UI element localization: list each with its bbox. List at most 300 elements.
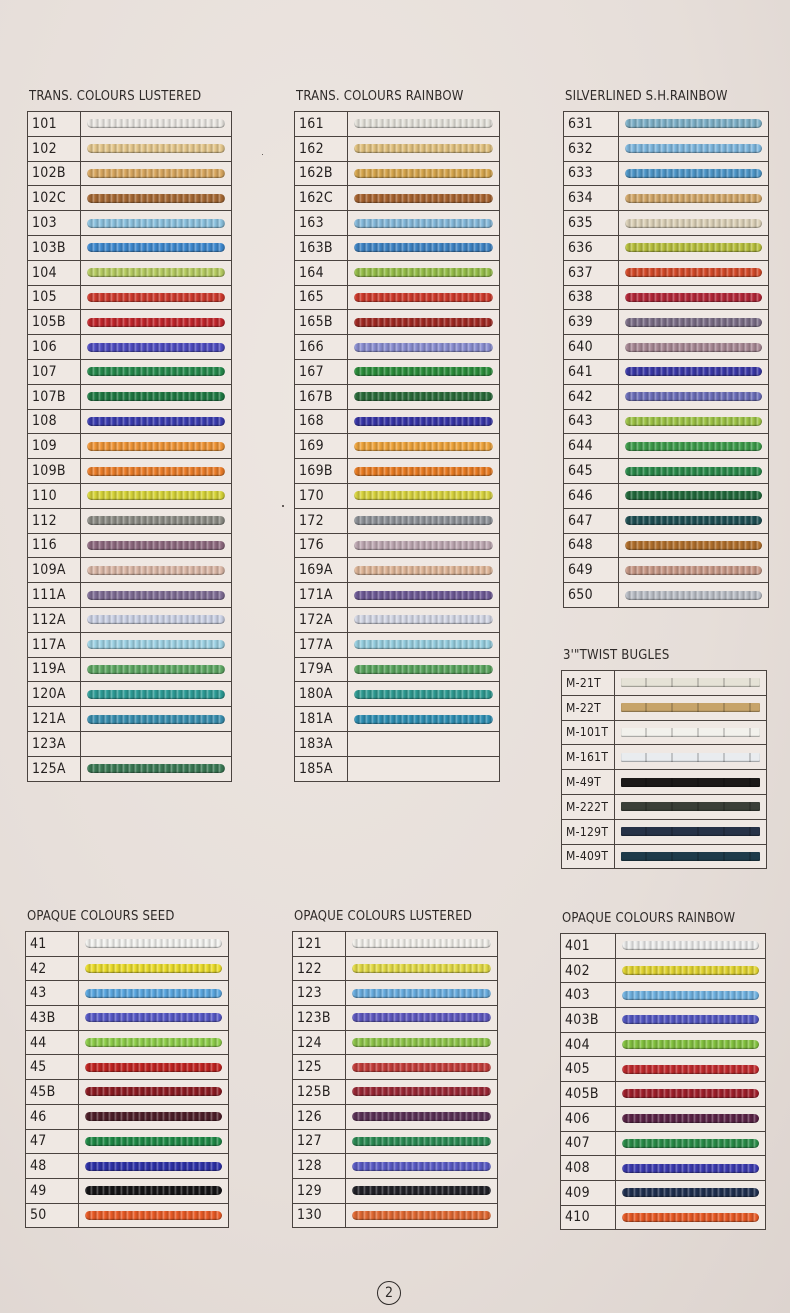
- color-code: 104: [28, 260, 81, 285]
- color-code: M-22T: [562, 695, 615, 720]
- color-code: 125B: [293, 1080, 346, 1105]
- bead-strand: [354, 715, 493, 724]
- color-row: [295, 136, 500, 161]
- color-code: 107: [28, 359, 81, 384]
- bead-swatch-cell: [81, 607, 232, 632]
- bead-strand: [352, 1162, 491, 1171]
- bead-swatch-cell: [348, 161, 500, 186]
- bead-swatch-cell: [81, 260, 232, 285]
- color-code: 165: [295, 285, 348, 310]
- bead-strand: [354, 541, 493, 550]
- color-row: [293, 1154, 498, 1179]
- bead-strand: [85, 1186, 222, 1195]
- bead-strand: [85, 1087, 222, 1096]
- color-code: 632: [564, 136, 619, 161]
- color-row: [295, 260, 500, 285]
- color-row: [28, 707, 232, 732]
- bead-swatch-cell: [348, 508, 500, 533]
- bead-strand: [625, 119, 762, 128]
- bead-strand: [354, 392, 493, 401]
- color-code: 42: [26, 956, 79, 981]
- color-row: [293, 1129, 498, 1154]
- color-row: [564, 409, 769, 434]
- bead-strand: [622, 1213, 759, 1222]
- color-row: [295, 211, 500, 236]
- color-row: [26, 1006, 229, 1031]
- bead-strand: [354, 367, 493, 376]
- bead-swatch-cell: [616, 1082, 766, 1107]
- color-code: 102: [28, 136, 81, 161]
- bead-swatch-cell: [348, 310, 500, 335]
- bead-strand: [87, 690, 225, 699]
- color-row: [564, 112, 769, 137]
- bead-swatch-cell: [79, 1030, 229, 1055]
- color-row: [295, 558, 500, 583]
- bead-swatch-cell: [346, 1080, 498, 1105]
- bead-swatch-cell: [619, 384, 769, 409]
- bead-swatch-cell: [619, 533, 769, 558]
- color-code: 41: [26, 932, 79, 957]
- bead-swatch-cell: [81, 632, 232, 657]
- color-row: [561, 1205, 766, 1230]
- bead-strand: [85, 1162, 222, 1171]
- bead-strand: [87, 516, 225, 525]
- color-code: 408: [561, 1156, 616, 1181]
- color-row: [564, 434, 769, 459]
- bugle-bead-strand: [621, 778, 760, 787]
- color-code: 177A: [295, 632, 348, 657]
- color-row: [561, 983, 766, 1008]
- bead-strand: [87, 417, 225, 426]
- color-row: [28, 335, 232, 360]
- bead-strand: [87, 566, 225, 575]
- bead-strand: [622, 1188, 759, 1197]
- color-row: [28, 508, 232, 533]
- section-title: OPAQUE COLOURS LUSTERED: [294, 909, 473, 924]
- color-code: 45: [26, 1055, 79, 1080]
- bead-swatch-cell: [81, 657, 232, 682]
- color-row: [28, 186, 232, 211]
- color-code: 162: [295, 136, 348, 161]
- bead-swatch-cell: [79, 932, 229, 957]
- color-code: 404: [561, 1032, 616, 1057]
- bead-swatch-cell: [346, 1154, 498, 1179]
- color-code: 639: [564, 310, 619, 335]
- bead-strand: [625, 243, 762, 252]
- bugle-bead-strand: [621, 852, 760, 861]
- bead-strand: [622, 1040, 759, 1049]
- color-code: 635: [564, 211, 619, 236]
- bead-swatch-cell: [79, 1080, 229, 1105]
- color-code: 406: [561, 1106, 616, 1131]
- color-row: [561, 958, 766, 983]
- bead-swatch-cell: [81, 434, 232, 459]
- speck: [282, 505, 284, 507]
- color-code: 409: [561, 1180, 616, 1205]
- bead-strand: [352, 1063, 491, 1072]
- color-code: 405B: [561, 1082, 616, 1107]
- color-row: [561, 1032, 766, 1057]
- color-row: [28, 235, 232, 260]
- bead-swatch-cell: [619, 235, 769, 260]
- color-card-table: [560, 933, 766, 1230]
- color-card-table: [25, 931, 229, 1228]
- color-code: 633: [564, 161, 619, 186]
- color-row: [295, 384, 500, 409]
- color-row: [562, 695, 767, 720]
- bead-swatch-cell: [79, 1055, 229, 1080]
- bead-strand: [625, 516, 762, 525]
- color-row: [28, 136, 232, 161]
- color-code: 124: [293, 1030, 346, 1055]
- bead-strand: [625, 367, 762, 376]
- bead-strand: [354, 318, 493, 327]
- color-code: 50: [26, 1203, 79, 1228]
- bead-swatch-cell: [81, 682, 232, 707]
- color-code: 105B: [28, 310, 81, 335]
- color-row: [295, 508, 500, 533]
- color-code: 164: [295, 260, 348, 285]
- color-code: 405: [561, 1057, 616, 1082]
- color-row: [28, 756, 232, 781]
- color-row: [561, 1057, 766, 1082]
- color-code: M-222T: [562, 794, 615, 819]
- color-code: 116: [28, 533, 81, 558]
- color-code: 645: [564, 459, 619, 484]
- bead-swatch-cell: [615, 720, 767, 745]
- color-code: 644: [564, 434, 619, 459]
- color-code: 47: [26, 1129, 79, 1154]
- color-code: 163: [295, 211, 348, 236]
- color-code: 649: [564, 558, 619, 583]
- bead-strand: [625, 194, 762, 203]
- color-row: [564, 285, 769, 310]
- color-row: [28, 161, 232, 186]
- bead-swatch-cell: [81, 558, 232, 583]
- bead-swatch-cell: [619, 459, 769, 484]
- color-row: [295, 632, 500, 657]
- bead-strand: [354, 293, 493, 302]
- color-row: [28, 533, 232, 558]
- bead-swatch-cell: [616, 983, 766, 1008]
- color-row: [295, 186, 500, 211]
- color-row: [562, 770, 767, 795]
- color-code: 101: [28, 112, 81, 137]
- bead-strand: [354, 491, 493, 500]
- color-code: 161: [295, 112, 348, 137]
- bead-swatch-cell: [346, 1203, 498, 1228]
- color-code: 110: [28, 483, 81, 508]
- bead-strand: [87, 615, 225, 624]
- bead-strand: [87, 715, 225, 724]
- bead-swatch-cell: [81, 235, 232, 260]
- color-code: 636: [564, 235, 619, 260]
- section-opaque-rainbow: [560, 911, 766, 1230]
- color-code: 103B: [28, 235, 81, 260]
- bead-strand: [85, 989, 222, 998]
- bead-strand: [87, 119, 225, 128]
- color-code: 106: [28, 335, 81, 360]
- color-row: [28, 483, 232, 508]
- color-row: [28, 260, 232, 285]
- color-row: [562, 671, 767, 696]
- color-code: 166: [295, 335, 348, 360]
- bead-strand: [87, 219, 225, 228]
- color-row: [295, 285, 500, 310]
- color-row: [564, 161, 769, 186]
- bead-swatch-cell: [346, 1030, 498, 1055]
- bead-swatch-cell: [619, 112, 769, 137]
- bead-strand: [87, 194, 225, 203]
- color-row: [561, 1008, 766, 1033]
- color-code: 111A: [28, 583, 81, 608]
- color-row: [562, 794, 767, 819]
- color-code: 122: [293, 956, 346, 981]
- bead-strand: [622, 1089, 759, 1098]
- color-code: 185A: [295, 756, 348, 781]
- section-trans-lustered: [27, 89, 232, 782]
- bead-strand: [625, 219, 762, 228]
- bead-strand: [85, 1211, 222, 1220]
- color-row: [26, 981, 229, 1006]
- bead-swatch-cell: [79, 1006, 229, 1031]
- section-title: TRANS. COLOURS RAINBOW: [296, 89, 464, 104]
- section-bugles: [561, 648, 767, 869]
- bead-strand: [622, 1114, 759, 1123]
- bead-strand: [354, 219, 493, 228]
- bead-strand: [354, 591, 493, 600]
- color-code: M-129T: [562, 819, 615, 844]
- color-code: 176: [295, 533, 348, 558]
- bead-swatch-cell: [81, 310, 232, 335]
- color-code: 403B: [561, 1008, 616, 1033]
- color-row: [293, 1178, 498, 1203]
- color-row: [28, 731, 232, 756]
- bead-strand: [352, 1038, 491, 1047]
- bead-swatch-cell: [346, 956, 498, 981]
- bead-swatch-cell: [348, 632, 500, 657]
- color-code: 123B: [293, 1006, 346, 1031]
- bead-strand: [87, 491, 225, 500]
- bead-strand: [87, 367, 225, 376]
- bead-strand: [354, 665, 493, 674]
- color-code: 109: [28, 434, 81, 459]
- bead-swatch-cell: [619, 260, 769, 285]
- bead-strand: [622, 1139, 759, 1148]
- color-code: 103: [28, 211, 81, 236]
- color-row: [564, 558, 769, 583]
- color-row: [293, 1055, 498, 1080]
- color-code: 127: [293, 1129, 346, 1154]
- color-code: 105: [28, 285, 81, 310]
- color-code: 401: [561, 934, 616, 959]
- color-row: [561, 934, 766, 959]
- color-row: [26, 1030, 229, 1055]
- bead-strand: [354, 144, 493, 153]
- color-row: [26, 1104, 229, 1129]
- bead-strand: [85, 1112, 222, 1121]
- color-row: [26, 1178, 229, 1203]
- color-row: [564, 260, 769, 285]
- bead-swatch-cell: [615, 745, 767, 770]
- bead-strand: [625, 293, 762, 302]
- bead-swatch-cell: [616, 1057, 766, 1082]
- bead-swatch-cell: [348, 359, 500, 384]
- bead-swatch-cell: [616, 1008, 766, 1033]
- color-row: [293, 932, 498, 957]
- bugle-bead-strand: [621, 802, 760, 811]
- bead-strand: [85, 964, 222, 973]
- bead-strand: [85, 1013, 222, 1022]
- color-row: [561, 1082, 766, 1107]
- bead-swatch-cell: [79, 981, 229, 1006]
- bead-swatch-cell: [619, 409, 769, 434]
- bead-swatch-cell: [81, 459, 232, 484]
- color-code: 407: [561, 1131, 616, 1156]
- color-row: [293, 1080, 498, 1105]
- bead-swatch-cell: [619, 359, 769, 384]
- color-code: 123A: [28, 731, 81, 756]
- bead-swatch-cell: [81, 583, 232, 608]
- color-row: [295, 310, 500, 335]
- color-row: [564, 459, 769, 484]
- color-code: M-161T: [562, 745, 615, 770]
- bead-swatch-cell: [348, 186, 500, 211]
- section-title: OPAQUE COLOURS SEED: [27, 909, 175, 924]
- bead-swatch-cell: [348, 707, 500, 732]
- color-code: 162C: [295, 186, 348, 211]
- color-card-table: [294, 111, 500, 782]
- bead-strand: [625, 467, 762, 476]
- color-code: 171A: [295, 583, 348, 608]
- bead-swatch-cell: [619, 335, 769, 360]
- color-code: M-101T: [562, 720, 615, 745]
- color-row: [26, 1203, 229, 1228]
- color-row: [293, 1030, 498, 1055]
- bead-swatch-cell: [619, 508, 769, 533]
- bugle-bead-strand: [621, 678, 760, 687]
- bead-swatch-cell: [619, 483, 769, 508]
- bead-swatch-cell: [348, 112, 500, 137]
- bead-swatch-cell: [619, 136, 769, 161]
- color-code: 43B: [26, 1006, 79, 1031]
- color-code: 180A: [295, 682, 348, 707]
- bead-swatch-cell: [346, 1129, 498, 1154]
- bead-swatch-cell: [348, 682, 500, 707]
- color-row: [28, 384, 232, 409]
- bead-strand: [622, 991, 759, 1000]
- bead-swatch-cell: [81, 707, 232, 732]
- bead-strand: [625, 417, 762, 426]
- bead-strand: [87, 144, 225, 153]
- bead-swatch-cell: [81, 285, 232, 310]
- bead-strand: [87, 665, 225, 674]
- bead-swatch-cell: [615, 844, 767, 869]
- bead-swatch-cell: [616, 1156, 766, 1181]
- bead-strand: [87, 764, 225, 773]
- bead-strand: [625, 442, 762, 451]
- color-row: [26, 932, 229, 957]
- color-row: [564, 335, 769, 360]
- color-code: M-21T: [562, 671, 615, 696]
- color-row: [561, 1106, 766, 1131]
- color-row: [561, 1180, 766, 1205]
- color-code: 107B: [28, 384, 81, 409]
- bead-swatch-cell: [615, 695, 767, 720]
- bead-strand: [625, 591, 762, 600]
- color-code: 641: [564, 359, 619, 384]
- color-code: 126: [293, 1104, 346, 1129]
- color-code: M-49T: [562, 770, 615, 795]
- color-code: 162B: [295, 161, 348, 186]
- color-row: [26, 956, 229, 981]
- color-code: 172: [295, 508, 348, 533]
- bead-swatch-cell: [619, 558, 769, 583]
- bead-strand: [87, 640, 225, 649]
- bead-strand: [354, 268, 493, 277]
- color-code: 167B: [295, 384, 348, 409]
- color-code: 130: [293, 1203, 346, 1228]
- bead-strand: [354, 467, 493, 476]
- color-row: [562, 844, 767, 869]
- bead-swatch-cell: [81, 731, 232, 756]
- color-row: [295, 682, 500, 707]
- bead-strand: [354, 169, 493, 178]
- bead-swatch-cell: [79, 1178, 229, 1203]
- speck: [262, 154, 263, 155]
- color-row: [293, 1006, 498, 1031]
- bead-swatch-cell: [346, 1178, 498, 1203]
- color-card-table: [563, 111, 769, 608]
- bead-strand: [352, 989, 491, 998]
- bead-swatch-cell: [81, 359, 232, 384]
- color-row: [564, 186, 769, 211]
- color-code: 125: [293, 1055, 346, 1080]
- color-row: [295, 583, 500, 608]
- color-code: 112: [28, 508, 81, 533]
- bugle-bead-strand: [621, 728, 760, 737]
- bead-strand: [352, 1087, 491, 1096]
- color-code: 643: [564, 409, 619, 434]
- bead-strand: [622, 966, 759, 975]
- color-code: 121A: [28, 707, 81, 732]
- color-row: [295, 657, 500, 682]
- color-code: 168: [295, 409, 348, 434]
- color-row: [295, 235, 500, 260]
- bead-swatch-cell: [619, 310, 769, 335]
- color-row: [295, 483, 500, 508]
- bead-strand: [85, 1137, 222, 1146]
- color-code: 102B: [28, 161, 81, 186]
- color-row: [26, 1129, 229, 1154]
- bead-strand: [87, 442, 225, 451]
- color-row: [293, 1203, 498, 1228]
- color-row: [561, 1156, 766, 1181]
- color-row: [564, 359, 769, 384]
- color-row: [28, 359, 232, 384]
- color-code: 640: [564, 335, 619, 360]
- color-row: [562, 819, 767, 844]
- color-row: [28, 632, 232, 657]
- bead-swatch-cell: [348, 558, 500, 583]
- bead-swatch-cell: [79, 1154, 229, 1179]
- bead-strand: [625, 541, 762, 550]
- bead-strand: [625, 392, 762, 401]
- bead-swatch-cell: [81, 409, 232, 434]
- section-trans-rainbow: [294, 89, 500, 782]
- color-row: [28, 682, 232, 707]
- bead-strand: [354, 640, 493, 649]
